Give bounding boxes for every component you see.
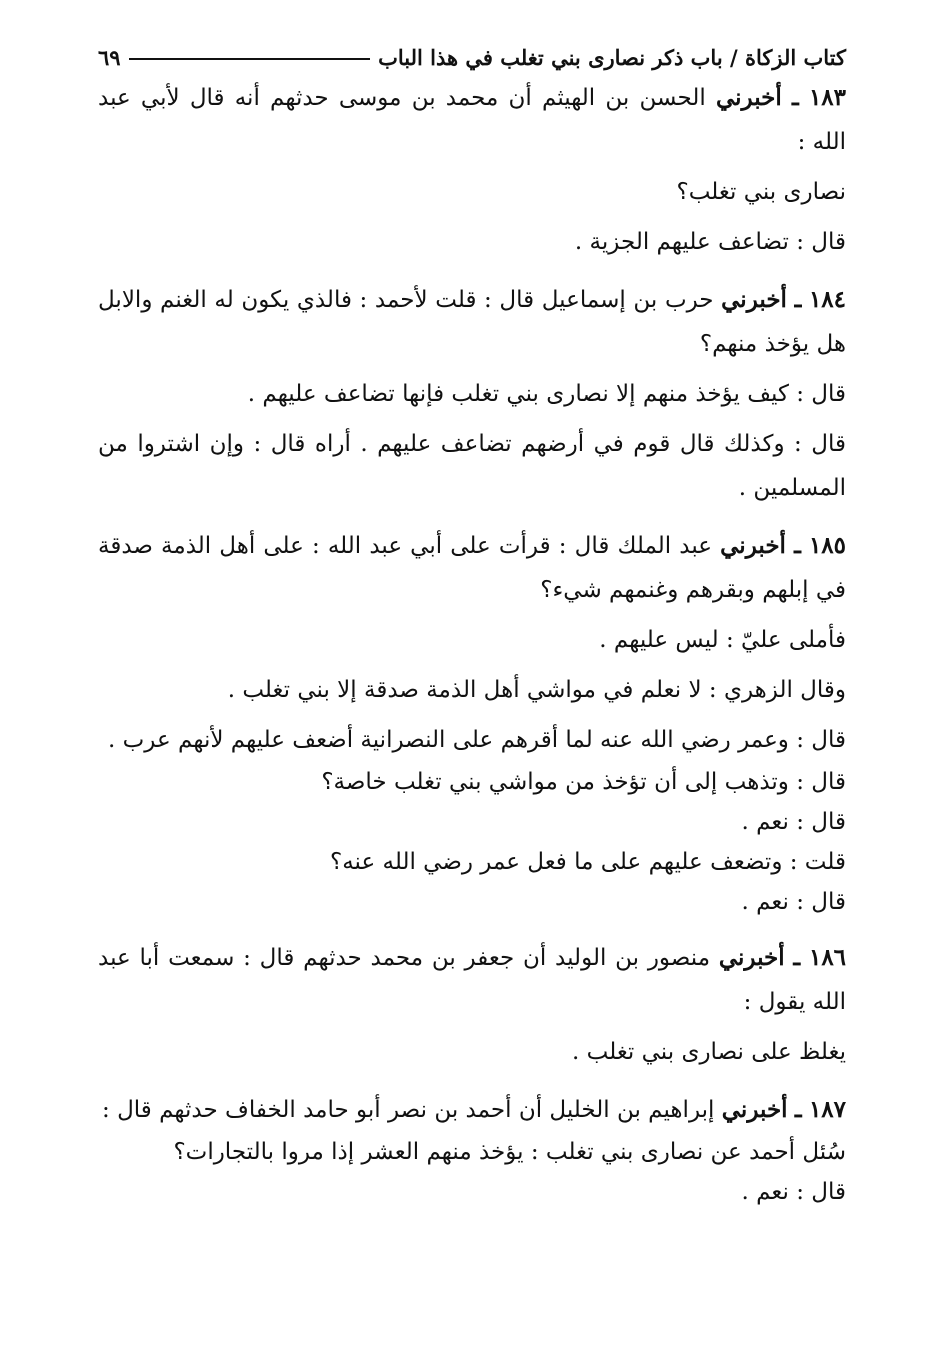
hadith-number: ١٨٤ [808,286,847,313]
hadith-lead-word: أخبرني [720,532,786,559]
text-line: يغلظ على نصارى بني تغلب . [572,1039,846,1065]
hadith-dash: ـ [794,1096,802,1123]
text-line: نصارى بني تغلب؟ [676,179,846,205]
hadith-dash: ـ [792,84,799,111]
hadith-183 [98,76,846,164]
text-line: قال : نعم . [741,889,846,915]
text-line: قال : وكذلك قال قوم في أرضهم تضاعف عليهم . أراه قال : وإن اشتروا من المسلمين . [98,431,846,501]
page-header [98,34,846,70]
text-line: قال : نعم . [741,1179,846,1205]
hadith-186 [98,936,846,1024]
header-rule [129,58,371,60]
page-number: ٦٩ [98,45,121,70]
hadith-text: حرب بن إسماعيل قال : قلت لأحمد : فالذي يكون له الغنم والابل هل يؤخذ منهم؟ [98,287,846,357]
text-line: قال : كيف يؤخذ منهم إلا نصارى بني تغلب فإنها تضاعف عليهم . [247,381,846,407]
running-title: كتاب الزكاة / باب ذكر نصارى بني تغلب في هذا الباب [378,45,846,70]
hadith-number: ١٨٣ [808,84,847,111]
page-body [98,76,846,1212]
hadith-number: ١٨٧ [808,1096,846,1123]
hadith-text: منصور بن الوليد أن جعفر بن محمد حدثهم قال : سمعت أبا عبد الله يقول : [98,945,846,1015]
text-line: قال : وعمر رضي الله عنه لما أقرهم على النصرانية أضعف عليهم لأنهم عرب . [108,727,846,753]
text-line: وقال الزهري : لا نعلم في مواشي أهل الذمة صدقة إلا بني تغلب . [227,677,846,703]
text-line: قال : وتذهب إلى أن تؤخذ من مواشي بني تغلب خاصة؟ [321,769,846,795]
hadith-lead-word: أخبرني [721,1096,788,1123]
text-line: قلت : وتضعف عليهم على ما فعل عمر رضي الله عنه؟ [329,849,846,875]
text-line: قال : نعم . [741,809,846,835]
text-line: قال : تضاعف عليهم الجزية . [574,229,846,255]
hadith-dash: ـ [794,286,802,313]
hadith-number: ١٨٦ [808,944,847,971]
hadith-lead-word: أخبرني [721,286,787,313]
hadith-text: إبراهيم بن الخليل أن أحمد بن نصر أبو حامد الخفاف حدثهم قال : [102,1097,715,1123]
hadith-lead-word: أخبرني [715,84,782,111]
hadith-number: ١٨٥ [808,532,846,559]
text-line: فأملى عليّ : ليس عليهم . [599,627,846,653]
hadith-dash: ـ [794,532,801,559]
hadith-text: الحسن بن الهيثم أن محمد بن موسى حدثهم أنه قال لأبي عبد الله : [98,85,846,155]
hadith-184 [98,278,846,366]
hadith-dash: ـ [793,944,801,971]
hadith-185 [98,524,846,612]
hadith-187 [98,1088,846,1132]
hadith-text: عبد الملك قال : قرأت على أبي عبد الله : على أهل الذمة صدقة في إبلهم وبقرهم وغنمهم شيء؟ [98,533,846,603]
hadith-lead-word: أخبرني [718,944,785,971]
text-line: سُئل أحمد عن نصارى بني تغلب : يؤخذ منهم العشر إذا مروا بالتجارات؟ [173,1139,846,1165]
